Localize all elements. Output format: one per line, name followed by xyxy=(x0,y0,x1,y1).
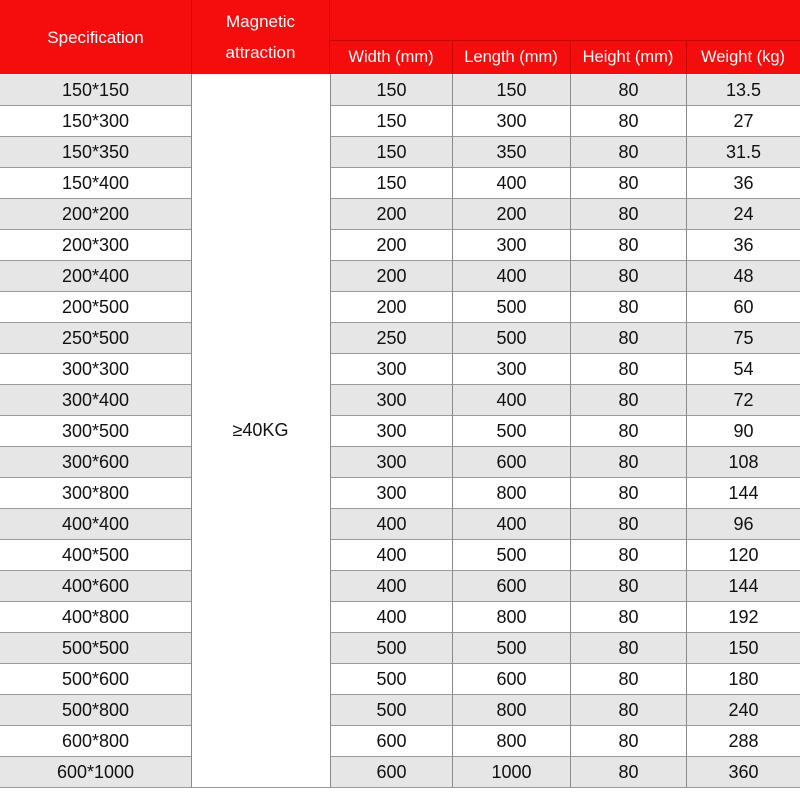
cell-height: 80 xyxy=(618,483,639,503)
cell-spec: 300*800 xyxy=(61,483,130,503)
cell-weight: 144 xyxy=(728,576,759,596)
cell-spec: 200*500 xyxy=(61,297,130,317)
cell-length: 400 xyxy=(496,173,527,193)
cell-weight: 108 xyxy=(728,452,759,472)
cell-length: 500 xyxy=(496,545,527,565)
cell-weight: 27 xyxy=(733,111,754,131)
header-vdivider xyxy=(191,0,192,74)
cell-length: 150 xyxy=(496,80,527,100)
header-magnetic-attraction xyxy=(192,0,329,74)
cell-weight: 96 xyxy=(733,514,754,534)
cell-weight: 36 xyxy=(733,173,754,193)
cell-width: 300 xyxy=(376,359,407,379)
cell-width: 150 xyxy=(376,111,407,131)
cell-height: 80 xyxy=(618,514,639,534)
cell-width: 200 xyxy=(376,266,407,286)
cell-height: 80 xyxy=(618,421,639,441)
cell-height: 80 xyxy=(618,111,639,131)
cell-spec: 300*600 xyxy=(61,452,130,472)
cell-weight: 120 xyxy=(728,545,759,565)
cell-width: 250 xyxy=(376,328,407,348)
cell-height: 80 xyxy=(618,328,639,348)
cell-length: 800 xyxy=(496,731,527,751)
cell-height: 80 xyxy=(618,80,639,100)
cell-length: 400 xyxy=(496,390,527,410)
cell-spec: 150*150 xyxy=(61,80,130,100)
header-divider xyxy=(330,40,800,41)
cell-length: 350 xyxy=(496,142,527,162)
cell-height: 80 xyxy=(618,359,639,379)
cell-weight: 72 xyxy=(733,390,754,410)
cell-height: 80 xyxy=(618,142,639,162)
cell-length: 500 xyxy=(496,421,527,441)
cell-length: 300 xyxy=(496,111,527,131)
cell-length: 200 xyxy=(496,204,527,224)
cell-weight: 90 xyxy=(733,421,754,441)
cell-spec: 200*300 xyxy=(61,235,130,255)
cell-spec: 300*500 xyxy=(61,421,130,441)
grid-line xyxy=(191,74,192,787)
cell-spec: 400*600 xyxy=(61,576,130,596)
grid-line xyxy=(330,74,331,787)
cell-length: 600 xyxy=(496,576,527,596)
cell-spec: 200*400 xyxy=(61,266,130,286)
grid-line xyxy=(452,74,453,787)
cell-length: 300 xyxy=(496,235,527,255)
header-height: Height (mm) xyxy=(582,47,674,66)
cell-weight: 192 xyxy=(728,607,759,627)
cell-width: 200 xyxy=(376,204,407,224)
cell-width: 400 xyxy=(376,545,407,565)
cell-height: 80 xyxy=(618,173,639,193)
grid-line xyxy=(686,74,687,787)
cell-weight: 240 xyxy=(728,700,759,720)
header-specification: Specification xyxy=(0,0,191,74)
cell-height: 80 xyxy=(618,700,639,720)
cell-spec: 300*400 xyxy=(61,390,130,410)
cell-spec: 300*300 xyxy=(61,359,130,379)
cell-height: 80 xyxy=(618,638,639,658)
cell-weight: 48 xyxy=(733,266,754,286)
cell-length: 400 xyxy=(496,514,527,534)
cell-spec: 400*800 xyxy=(61,607,130,627)
cell-width: 400 xyxy=(376,514,407,534)
cell-spec: 600*800 xyxy=(61,731,130,751)
cell-width: 600 xyxy=(376,731,407,751)
header-magnetic-line1: Magnetic xyxy=(226,12,295,31)
cell-weight: 31.5 xyxy=(725,142,762,162)
cell-length: 600 xyxy=(496,452,527,472)
cell-height: 80 xyxy=(618,762,639,782)
cell-weight: 75 xyxy=(733,328,754,348)
cell-weight: 60 xyxy=(733,297,754,317)
cell-length: 300 xyxy=(496,359,527,379)
cell-spec: 400*400 xyxy=(61,514,130,534)
header-length: Length (mm) xyxy=(464,47,558,66)
cell-length: 500 xyxy=(496,328,527,348)
cell-width: 400 xyxy=(376,607,407,627)
cell-width: 300 xyxy=(376,421,407,441)
cell-height: 80 xyxy=(618,669,639,689)
cell-width: 150 xyxy=(376,142,407,162)
cell-width: 300 xyxy=(376,483,407,503)
cell-spec: 150*300 xyxy=(61,111,130,131)
cell-weight: 54 xyxy=(733,359,754,379)
cell-height: 80 xyxy=(618,607,639,627)
cell-weight: 360 xyxy=(728,762,759,782)
cell-length: 400 xyxy=(496,266,527,286)
cell-width: 150 xyxy=(376,173,407,193)
cell-length: 500 xyxy=(496,638,527,658)
cell-width: 300 xyxy=(376,390,407,410)
header-vdivider xyxy=(452,41,453,74)
cell-width: 600 xyxy=(376,762,407,782)
cell-height: 80 xyxy=(618,390,639,410)
cell-weight: 13.5 xyxy=(725,80,762,100)
cell-height: 80 xyxy=(618,266,639,286)
cell-height: 80 xyxy=(618,452,639,472)
cell-width: 200 xyxy=(376,235,407,255)
magnetic-attraction-cell: ≥40KG xyxy=(191,74,330,787)
cell-width: 150 xyxy=(376,80,407,100)
cell-width: 500 xyxy=(376,638,407,658)
cell-spec: 150*350 xyxy=(61,142,130,162)
cell-length: 800 xyxy=(496,607,527,627)
header-width: Width (mm) xyxy=(348,47,434,66)
cell-length: 600 xyxy=(496,669,527,689)
cell-spec: 600*1000 xyxy=(56,762,135,782)
cell-length: 500 xyxy=(496,297,527,317)
cell-height: 80 xyxy=(618,235,639,255)
header-vdivider xyxy=(329,0,330,74)
cell-spec: 500*600 xyxy=(61,669,130,689)
cell-spec: 150*400 xyxy=(61,173,130,193)
cell-width: 300 xyxy=(376,452,407,472)
cell-spec: 200*200 xyxy=(61,204,130,224)
cell-height: 80 xyxy=(618,731,639,751)
cell-spec: 400*500 xyxy=(61,545,130,565)
cell-weight: 180 xyxy=(728,669,759,689)
grid-line xyxy=(570,74,571,787)
cell-height: 80 xyxy=(618,545,639,565)
cell-weight: 144 xyxy=(728,483,759,503)
cell-weight: 36 xyxy=(733,235,754,255)
cell-spec: 250*500 xyxy=(61,328,130,348)
cell-weight: 150 xyxy=(728,638,759,658)
cell-height: 80 xyxy=(618,297,639,317)
cell-height: 80 xyxy=(618,204,639,224)
cell-width: 500 xyxy=(376,700,407,720)
cell-length: 800 xyxy=(496,483,527,503)
header-magnetic-line2: attraction xyxy=(225,43,296,62)
header-vdivider xyxy=(570,41,571,74)
cell-weight: 288 xyxy=(728,731,759,751)
cell-length: 800 xyxy=(496,700,527,720)
cell-width: 200 xyxy=(376,297,407,317)
header-weight: Weight (kg) xyxy=(700,47,786,66)
cell-weight: 24 xyxy=(733,204,754,224)
cell-width: 400 xyxy=(376,576,407,596)
cell-spec: 500*800 xyxy=(61,700,130,720)
cell-length: 1000 xyxy=(491,762,532,782)
cell-spec: 500*500 xyxy=(61,638,130,658)
header-vdivider xyxy=(686,41,687,74)
cell-height: 80 xyxy=(618,576,639,596)
cell-width: 500 xyxy=(376,669,407,689)
